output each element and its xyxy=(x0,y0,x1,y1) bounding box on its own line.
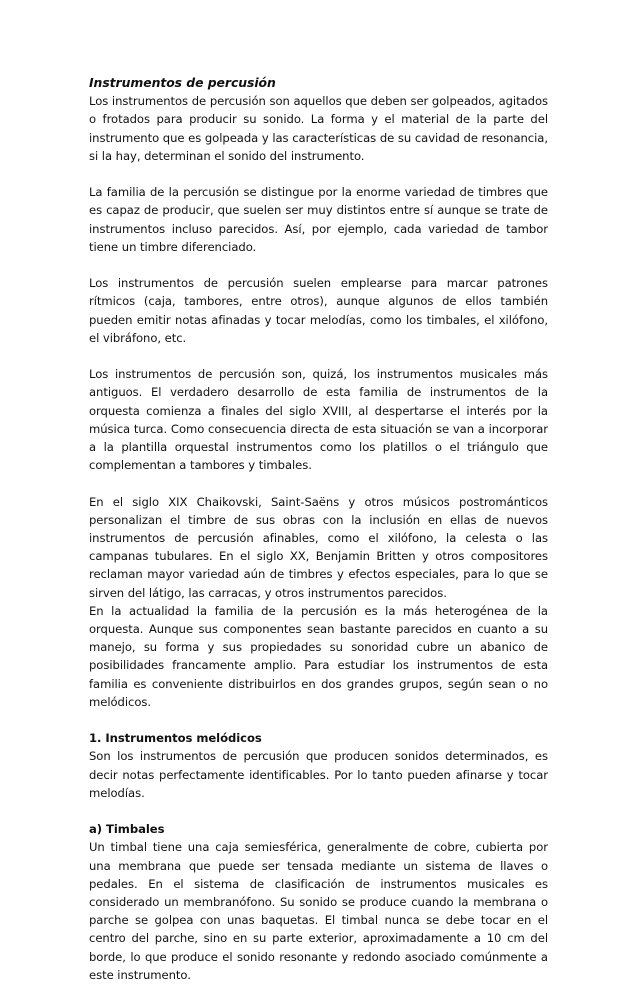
paragraph-siglo-xix: En el siglo XIX Chaikovski, Saint-Saëns y otros músicos postrománticos personalizan el timbre de sus obras con la inclusión en ellas de nuevos instrumentos de percusión afinables, como el xilófono, la celesta o las campanas tubulares. En el siglo XX, Benjamin Britten y otros compositores reclaman mayor variedad aún de timbres y efectos especiales, para lo que se sirven del látigo, las carracas, y otros instrumentos parecidos. xyxy=(89,494,548,600)
paragraph-historia: Los instrumentos de percusión son, quizá, los instrumentos musicales más antiguos. El verdadero desarrollo de esta familia de instrumentos de la orquesta comienza a finales del siglo XVIII, al despertarse el interés por la música turca. Como consecuencia directa de esta situación se van a incorporar a la plantilla orquestal instrumentos como los platillos o el triángulo que complementan a tambores y timbales. xyxy=(89,367,548,473)
section-heading-timbales: a) Timbales xyxy=(89,822,165,837)
section-heading-melodicos: 1. Instrumentos melódicos xyxy=(89,731,262,746)
section-text-timbales: Un timbal tiene una caja semiesférica, generalmente de cobre, cubierta por una membrana que puede ser tensada mediante un sistema de llaves o pedales. En el sistema de clasificación de instrumentos musicales es considerado un membranófono. Su sonido se produce cuando la membrana o parche se golpea con unas baquetas. El timbal nunca se debe tocar en el centro del parche, sino en su parte exterior, aproximadamente a 10 cm del borde, lo que produce el sonido resonante y redondo asociado comúnmente a este instrumento. xyxy=(89,840,548,982)
paragraph-intro: Los instrumentos de percusión son aquellos que deben ser golpeados, agitados o frotados para producir su sonido. La forma y el material de la parte del instrumento que es golpeada y las características de su cavidad de resonancia, si la hay, determinan el sonido del instrumento. xyxy=(89,94,548,163)
paragraph-spacer xyxy=(89,347,548,365)
paragraph-spacer xyxy=(89,474,548,492)
section-text-melodicos: Son los instrumentos de percusión que producen sonidos determinados, es decir notas perfectamente identificables. Por lo tanto pueden afinarse y tocar melodías. xyxy=(89,749,548,800)
page-title: Instrumentos de percusión xyxy=(89,75,276,90)
paragraph-ritmos: Los instrumentos de percusión suelen emplearse para marcar patrones rítmicos (caja, tambores, entre otros), aunque algunos de ellos también pueden emitir notas afinadas y tocar melodías, como los timbales, el xilófono, el vibráfono, etc. xyxy=(89,276,548,345)
document-page xyxy=(89,74,548,984)
paragraph-spacer xyxy=(89,256,548,274)
paragraph-timbres: La familia de la percusión se distingue por la enorme variedad de timbres que es capaz de producir, que suelen ser muy distintos entre sí aunque se trate de instrumentos incluso parecidos. Así, por ejemplo, cada variedad de tambor tiene un timbre diferenciado. xyxy=(89,185,548,254)
paragraph-actualidad: En la actualidad la familia de la percusión es la más heterogénea de la orquesta. Aunque sus componentes sean bastante parecidos en cuanto a su manejo, su forma y sus propiedades su sonoridad cubre un abanico de posibilidades francamente amplio. Para estudiar los instrumentos de esta familia es conveniente distribuirlos en dos grandes grupos, según sean o no melódicos. xyxy=(89,603,548,709)
paragraph-spacer xyxy=(89,711,548,729)
paragraph-spacer xyxy=(89,802,548,820)
paragraph-spacer xyxy=(89,165,548,183)
